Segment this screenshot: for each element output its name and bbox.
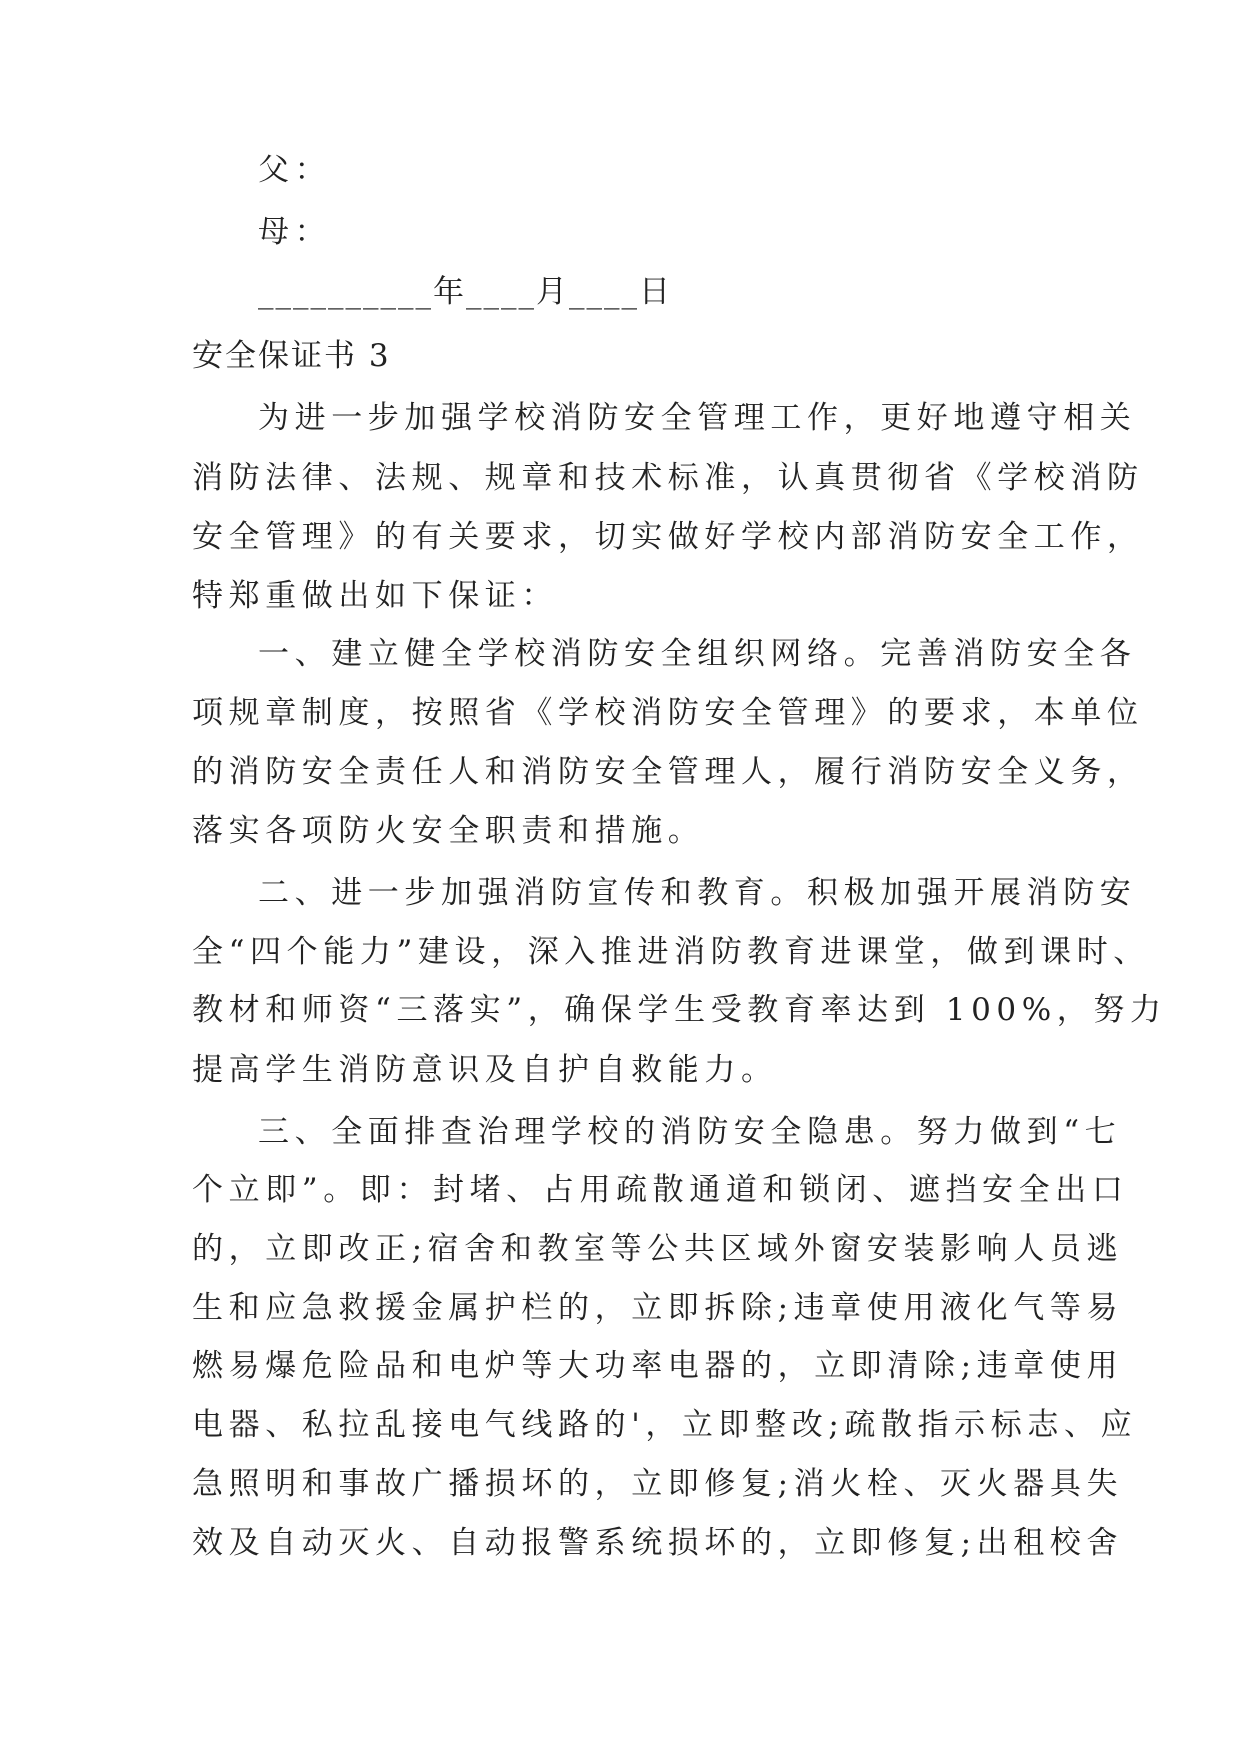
paragraph-line: 电器、私拉乱接电气线路的'，立即整改;疏散指示标志、应 — [192, 1407, 1138, 1443]
paragraph-line: 燃易爆危险品和电炉等大功率电器的，立即清除;违章使用 — [192, 1348, 1124, 1384]
paragraph-line: 效及自动灭火、自动报警系统损坏的，立即修复;出租校舍 — [192, 1525, 1124, 1561]
paragraph-line: 生和应急救援金属护栏的，立即拆除;违章使用液化气等易 — [192, 1290, 1124, 1326]
document-title: 安全保证书 3 — [192, 338, 391, 374]
paragraph-line: 教材和师资“三落实”，确保学生受教育率达到 100%，努力 — [192, 992, 1167, 1028]
paragraph-line: 项规章制度，按照省《学校消防安全管理》的要求，本单位 — [192, 695, 1144, 731]
paragraph-line: 安全管理》的有关要求，切实做好学校内部消防安全工作， — [192, 519, 1144, 555]
paragraph-line: 提高学生消防意识及自护自救能力。 — [192, 1052, 778, 1088]
paragraph-line: 落实各项防火安全职责和措施。 — [192, 813, 705, 849]
paragraph-line: 一、建立健全学校消防安全组织网络。完善消防安全各 — [258, 636, 1137, 672]
paragraph-line: 二、进一步加强消防宣传和教育。积极加强开展消防安 — [258, 875, 1137, 911]
paragraph-line: 的，立即改正;宿舍和教室等公共区域外窗安装影响人员逃 — [192, 1231, 1124, 1267]
paragraph-line: 个立即”。即：封堵、占用疏散通道和锁闭、遮挡安全出口 — [192, 1172, 1129, 1208]
mother-signature-label: 母： — [258, 214, 332, 250]
paragraph-line: 为进一步加强学校消防安全管理工作，更好地遵守相关 — [258, 400, 1137, 436]
paragraph-line: 特郑重做出如下保证： — [192, 578, 558, 614]
father-signature-label: 父： — [258, 152, 332, 188]
paragraph-line: 全“四个能力”建设，深入推进消防教育进课堂，做到课时、 — [192, 934, 1150, 970]
paragraph-line: 三、全面排查治理学校的消防安全隐患。努力做到“七 — [258, 1114, 1122, 1150]
paragraph-line: 急照明和事故广播损坏的，立即修复;消火栓、灭火器具失 — [192, 1466, 1124, 1502]
paragraph-line: 的消防安全责任人和消防安全管理人，履行消防安全义务， — [192, 754, 1144, 790]
paragraph-line: 消防法律、法规、规章和技术标准，认真贯彻省《学校消防 — [192, 460, 1144, 496]
date-line: __________年____月____日 — [258, 274, 672, 310]
